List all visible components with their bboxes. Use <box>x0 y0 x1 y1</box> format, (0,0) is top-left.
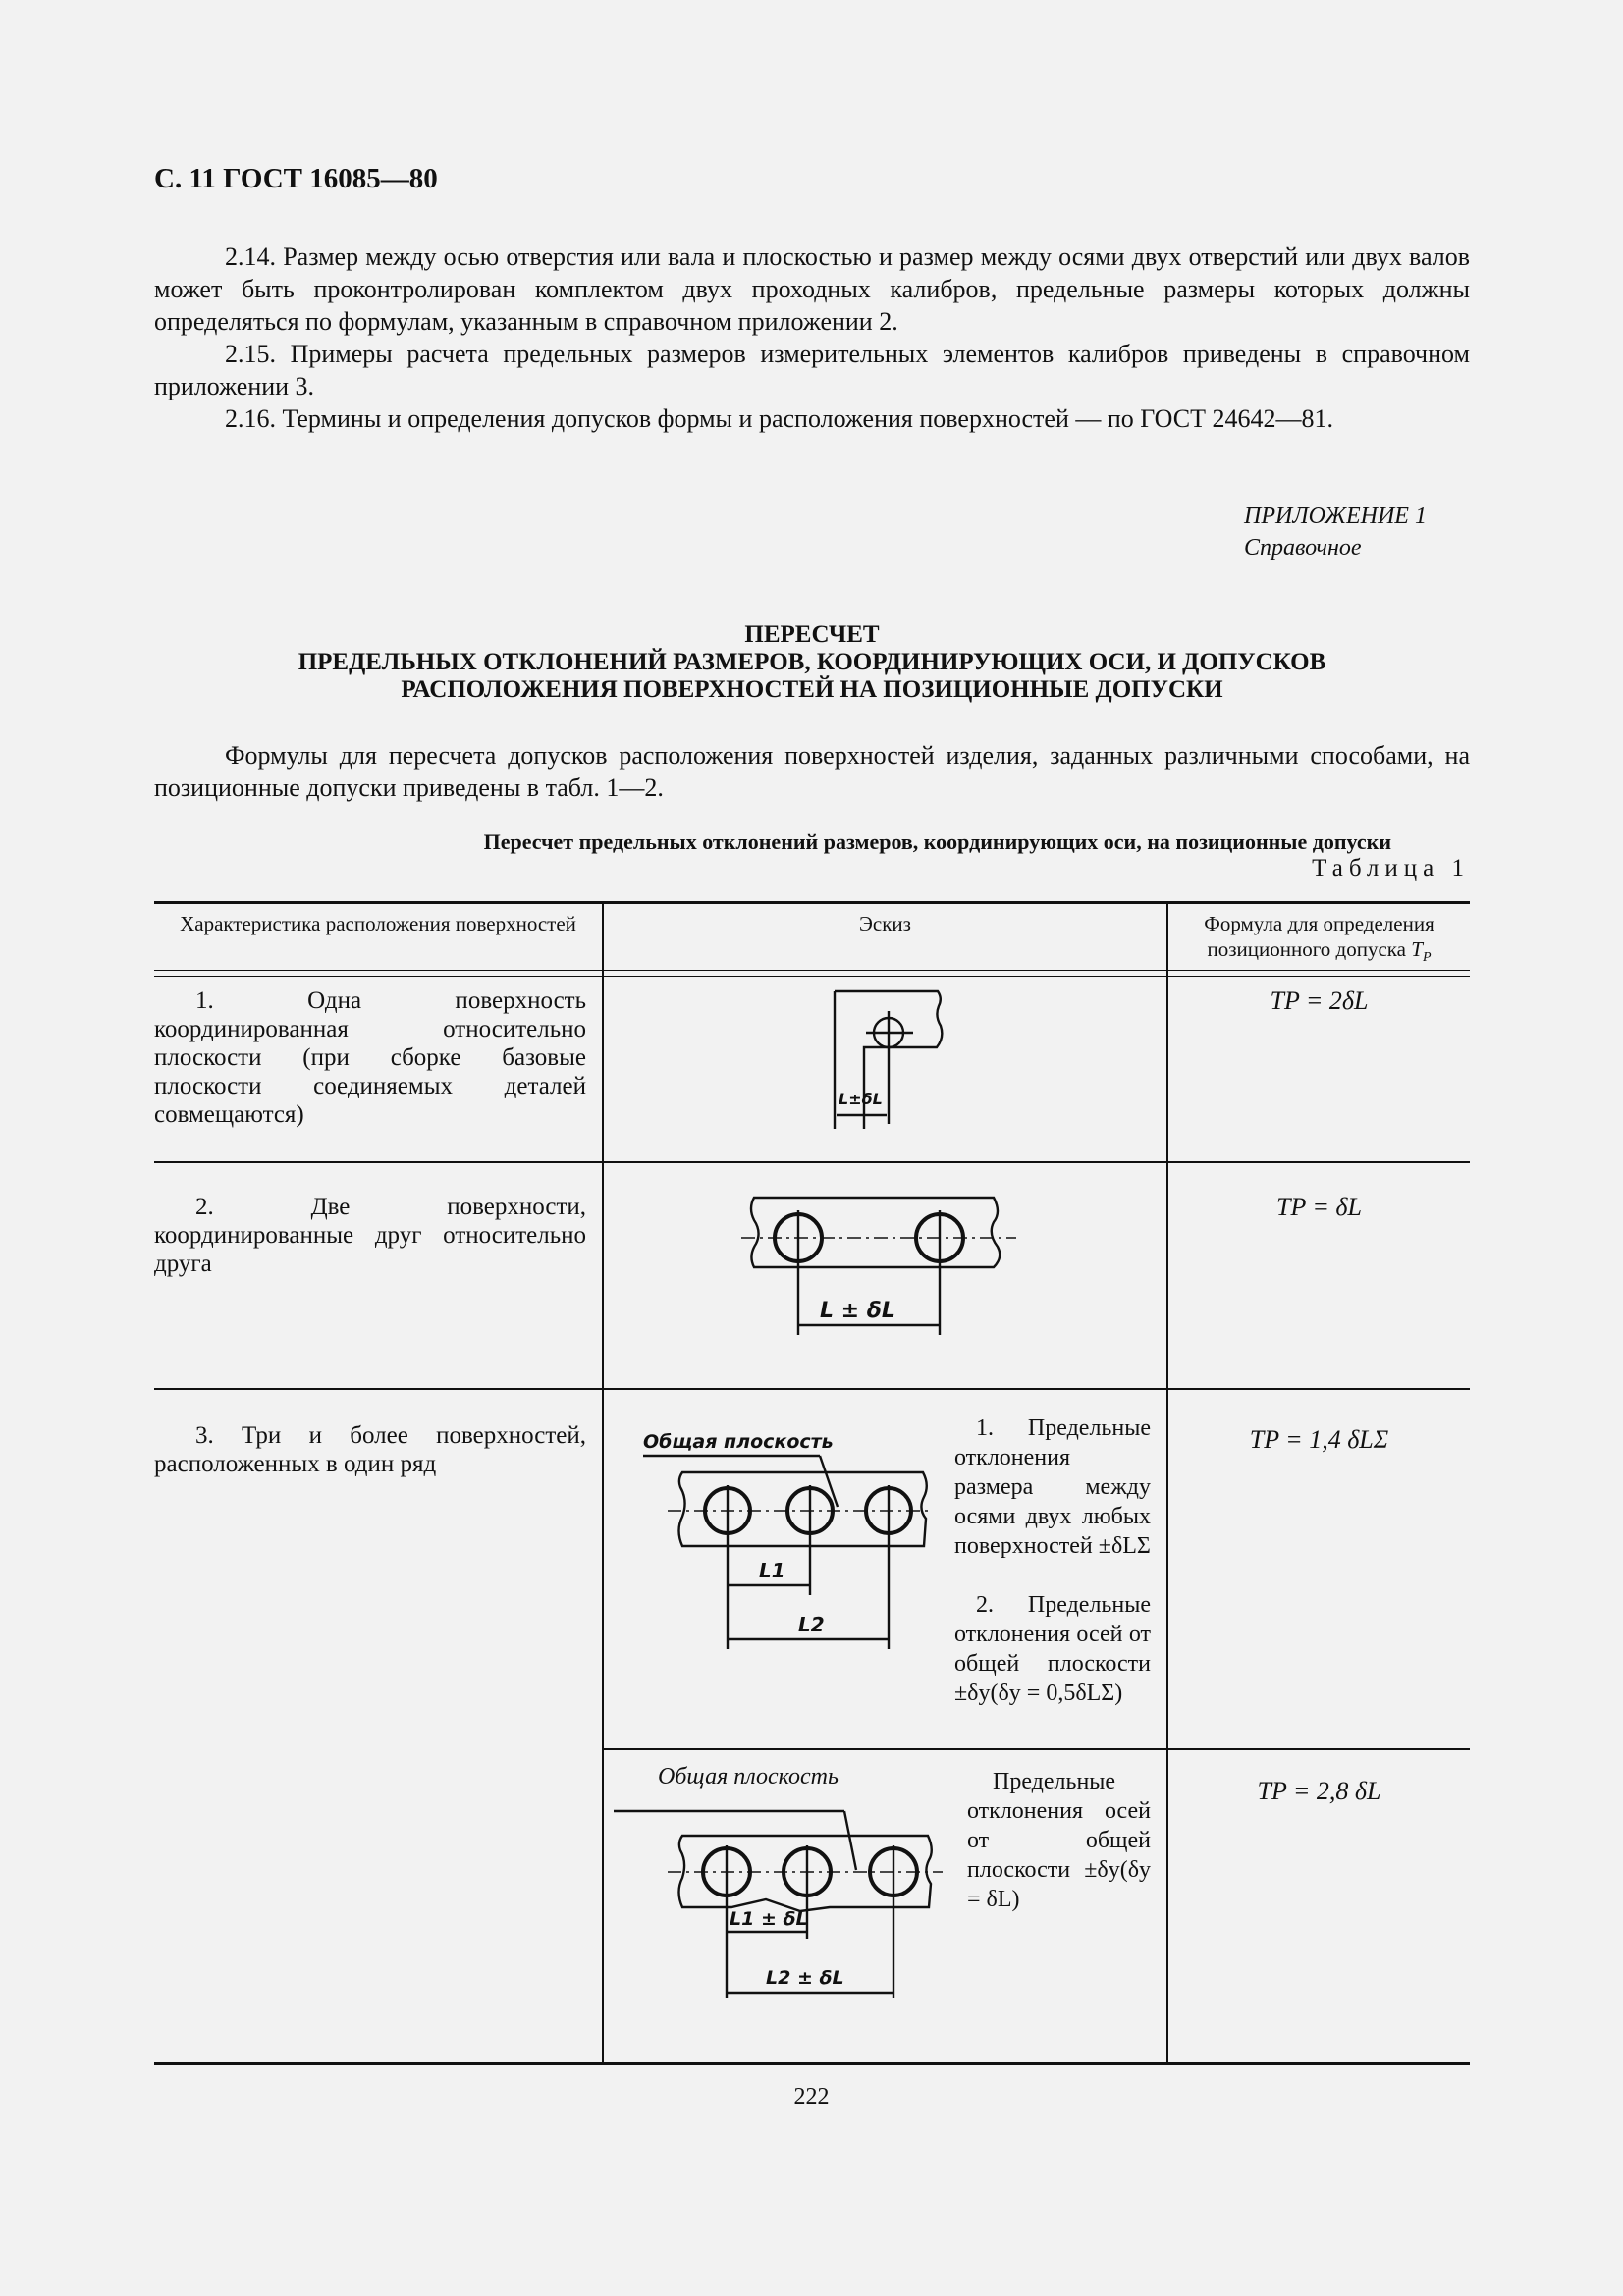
page-number: 222 <box>793 2084 830 2109</box>
title-line-2: ПРЕДЕЛЬНЫХ ОТКЛОНЕНИЙ РАЗМЕРОВ, КООРДИНИРУЮЩИХ ОСИ, И ДОПУСКОВ <box>298 649 1326 675</box>
row3a-plane-label: Общая плоскость <box>643 1431 834 1453</box>
header-divider-2 <box>154 976 1470 977</box>
row3-description: 3. Три и более поверхностей, расположенных в один ряд <box>154 1422 586 1477</box>
row3a-note-1: 1. Предельные отклонения размера между осями двух любых поверхностей ±δLΣ <box>954 1415 1151 1559</box>
row3b-label-l2: L2 ± δL <box>766 1967 844 1989</box>
table-number: Таблица 1 <box>1312 855 1470 881</box>
row3a-sketch <box>643 1428 938 1679</box>
intro-paragraph <box>154 739 1470 804</box>
intro-text: Формулы для пересчета допусков расположения поверхностей изделия, заданных различными способами, на позиционные допуски приведены в табл. 1—2. <box>154 741 1470 802</box>
row3a-label-l1: L1 <box>759 1559 785 1582</box>
col-header-formula: Формула для определения позиционного допуска $T_P$ <box>1204 912 1434 966</box>
col-header-characteristic: Характеристика расположения поверхностей <box>180 912 576 935</box>
row3b-sketch <box>609 1762 947 2022</box>
row2-formula: TP = δL <box>1276 1193 1362 1221</box>
row2-description: 2. Две поверхности, координированные друг относительно друга <box>154 1194 586 1277</box>
col-divider-2 <box>1166 902 1168 2063</box>
page-header: С. 11 ГОСТ 16085—80 <box>154 163 438 194</box>
row2-dimension-label: L ± δL <box>820 1299 895 1323</box>
row1-dimension-label: L±δL <box>839 1090 883 1108</box>
paragraph-2-15: 2.15. Примеры расчета предельных размеров измерительных элементов калибров приведены в справочном приложении 3. <box>154 340 1470 400</box>
row3a-note-2: 2. Предельные отклонения осей от общей плоскости ±δy(δy = 0,5δLΣ) <box>954 1592 1151 1706</box>
row3b-plane-label: Общая плоскость <box>658 1764 839 1789</box>
row3b-label-l1: L1 ± δL <box>730 1908 808 1930</box>
row3a-formula: TP = 1,4 δLΣ <box>1249 1425 1389 1454</box>
table-top-border <box>154 901 1470 904</box>
row-divider-3 <box>603 1748 1470 1750</box>
row3b-note: Предельные отклонения осей от общей плоскости ±δy(δy = δL) <box>967 1769 1151 1912</box>
col-header-sketch: Эскиз <box>859 912 911 935</box>
appendix-label <box>1244 501 1470 563</box>
paragraph-2-16: 2.16. Термины и определения допусков формы и расположения поверхностей — по ГОСТ 24642—81. <box>225 404 1333 433</box>
row3b-formula: TP = 2,8 δL <box>1257 1777 1381 1805</box>
row-divider-1 <box>154 1161 1470 1163</box>
section-title <box>154 621 1470 704</box>
title-line-3: РАСПОЛОЖЕНИЯ ПОВЕРХНОСТЕЙ НА ПОЗИЦИОННЫЕ ДОПУСКИ <box>401 676 1223 703</box>
appendix-type: Справочное <box>1244 535 1362 561</box>
row1-description: 1. Одна поверхность координированная относительно плоскости (при сборке базовые плоскости соединяемых деталей совмещаются) <box>154 988 586 1128</box>
table-bottom-border <box>154 2062 1470 2065</box>
col-divider-1 <box>602 902 604 2063</box>
title-line-1: ПЕРЕСЧЕТ <box>744 621 880 648</box>
table-caption: Пересчет предельных отклонений размеров, координирующих оси, на позиционные допуски <box>483 829 1391 854</box>
row3a-label-l2: L2 <box>798 1613 825 1636</box>
tp-symbol: $T_P$ <box>1411 937 1432 966</box>
row-divider-2 <box>154 1388 1470 1390</box>
row2-sketch <box>736 1193 1021 1340</box>
row1-formula: TP = 2δL <box>1270 987 1369 1015</box>
body-paragraphs <box>154 240 1470 435</box>
appendix-title: ПРИЛОЖЕНИЕ 1 <box>1244 504 1427 529</box>
row1-sketch <box>815 987 962 1134</box>
paragraph-2-14: 2.14. Размер между осью отверстия или вала и плоскостью и размер между осями двух отверстий или двух валов может быть проконтролирован комплектом двух проходных калибров, предельные размеры которых должны определяться по формулам, указанным в справочном приложении 2. <box>154 242 1470 336</box>
